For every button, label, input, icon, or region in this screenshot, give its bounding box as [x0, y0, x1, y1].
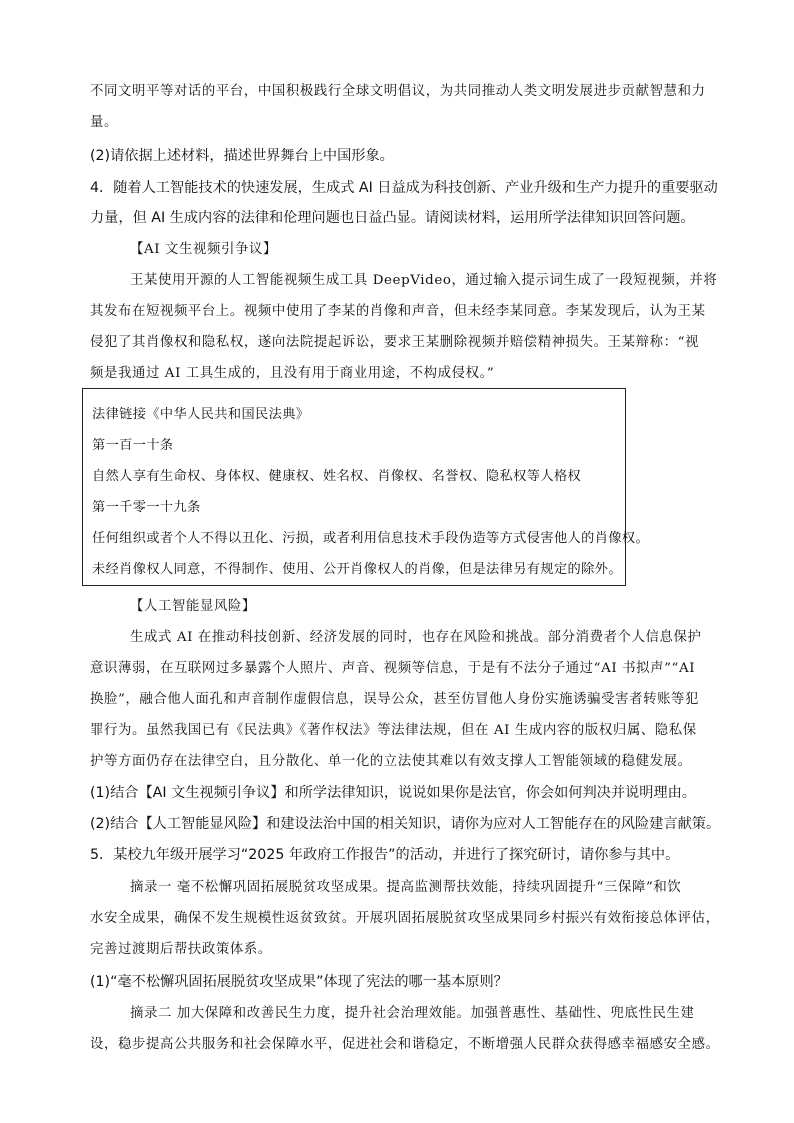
question-4-2: (2)结合【人工智能显风险】和建设法治中国的相关知识，请你为应对人工智能存在的风险建言献策。: [90, 816, 721, 832]
paragraph-line: 量。: [90, 115, 118, 130]
material-line: 换脸”，融合他人面孔和声音制作虚假信息，误导公众，甚至仿冒他人身份实施诱骗受害者转账等犯: [90, 692, 700, 707]
excerpt-line: 完善过渡期后帮扶政策体系。: [90, 942, 272, 957]
paragraph-line: 不同文明平等对话的平台，中国积极践行全球文明倡议，为共同推动人类文明发展进步贡献智慧和力: [90, 84, 706, 99]
material-heading: 【人工智能显风险】: [130, 599, 256, 614]
excerpt-line: 水安全成果，确保不发生规模性返贫致贫。开展巩固拓展脱贫攻坚成果同乡村振兴有效衔接总体评估，: [90, 911, 720, 926]
excerpt-two: 摘录二 加大保障和改善民生力度，提升社会治理效能。加强普惠性、基础性、兜底性民生建: [130, 1006, 695, 1021]
excerpt-line: 设，稳步提高公共服务和社会保障水平，促进社会和谐稳定，不断增强人民群众获得感幸福感安全感。: [90, 1037, 720, 1052]
material-line: 其发布在短视频平台上。视频中使用了李某的肖像和声音，但未经李某同意。李某发现后，认为王某: [90, 304, 706, 319]
law-article: 第一千零一十九条: [92, 500, 201, 515]
law-article: 第一百一十条: [92, 438, 174, 453]
material-line: 王某使用开源的人工智能视频生成工具 DeepVideo，通过输入提示词生成了一段短视频，并将: [130, 273, 718, 288]
material-line: 意识薄弱，在互联网过多暴露个人照片、声音、视频等信息，于是有不法分子通过“AI 书拟声”“AI: [90, 661, 696, 676]
question-5-intro: 5．某校九年级开展学习“2025 年政府工作报告”的活动，并进行了探究研讨，请你参与其中。: [90, 847, 680, 863]
material-line: 护等方面仍存在法律空白，且分散化、单一化的立法使其难以有效支撑人工智能领域的稳健发展。: [90, 754, 692, 769]
question-5-1: (1)“毫不松懈巩固拓展脱贫攻坚成果”体现了宪法的哪一基本原则？: [90, 974, 508, 990]
material-line: 频是我通过 AI 工具生成的，且没有用于商业用途，不构成侵权。”: [90, 366, 495, 381]
excerpt-one: 摘录一 毫不松懈巩固拓展脱贫攻坚成果。提高监测帮扶效能，持续巩固提升“三保障”和饮: [130, 880, 682, 895]
material-line: 侵犯了其肖像权和隐私权，遂向法院提起诉讼，要求王某删除视频并赔偿精神损失。王某辩称：“视: [90, 335, 700, 350]
material-line: 生成式 AI 在推动科技创新、经济发展的同时，也存在风险和挑战。部分消费者个人信息保护: [130, 630, 702, 645]
law-link-title: 法律链接《中华人民共和国民法典》: [92, 407, 310, 422]
question-4-intro: 4．随着人工智能技术的快速发展，生成式 AI 日益成为科技创新、产业升级和生产力提升的重要驱动: [90, 180, 718, 196]
law-text: 任何组织或者个人不得以丑化、污损，或者利用信息技术手段伪造等方式侵害他人的肖像权。: [92, 531, 650, 546]
law-text: 自然人享有生命权、身体权、健康权、姓名权、肖像权、名誉权、隐私权等人格权: [92, 469, 582, 484]
law-text: 未经肖像权人同意，不得制作、使用、公开肖像权人的肖像，但是法律另有规定的除外。: [92, 562, 622, 577]
question-4-intro-cont: 力量，但 AI 生成内容的法律和伦理问题也日益凸显。请阅读材料，运用所学法律知识回答问题。: [90, 210, 695, 226]
question-4-1: (1)结合【AI 文生视频引争议】和所学法律知识，说说如果你是法官，你会如何判决并说明理由。: [90, 785, 696, 801]
question-2: (2)请依据上述材料，描述世界舞台上中国形象。: [90, 148, 394, 164]
material-heading: 【AI 文生视频引争议】: [130, 242, 277, 257]
material-line: 罪行为。虽然我国已有《民法典》《著作权法》等法律法规，但在 AI 生成内容的版权归属、隐私保: [90, 723, 697, 738]
